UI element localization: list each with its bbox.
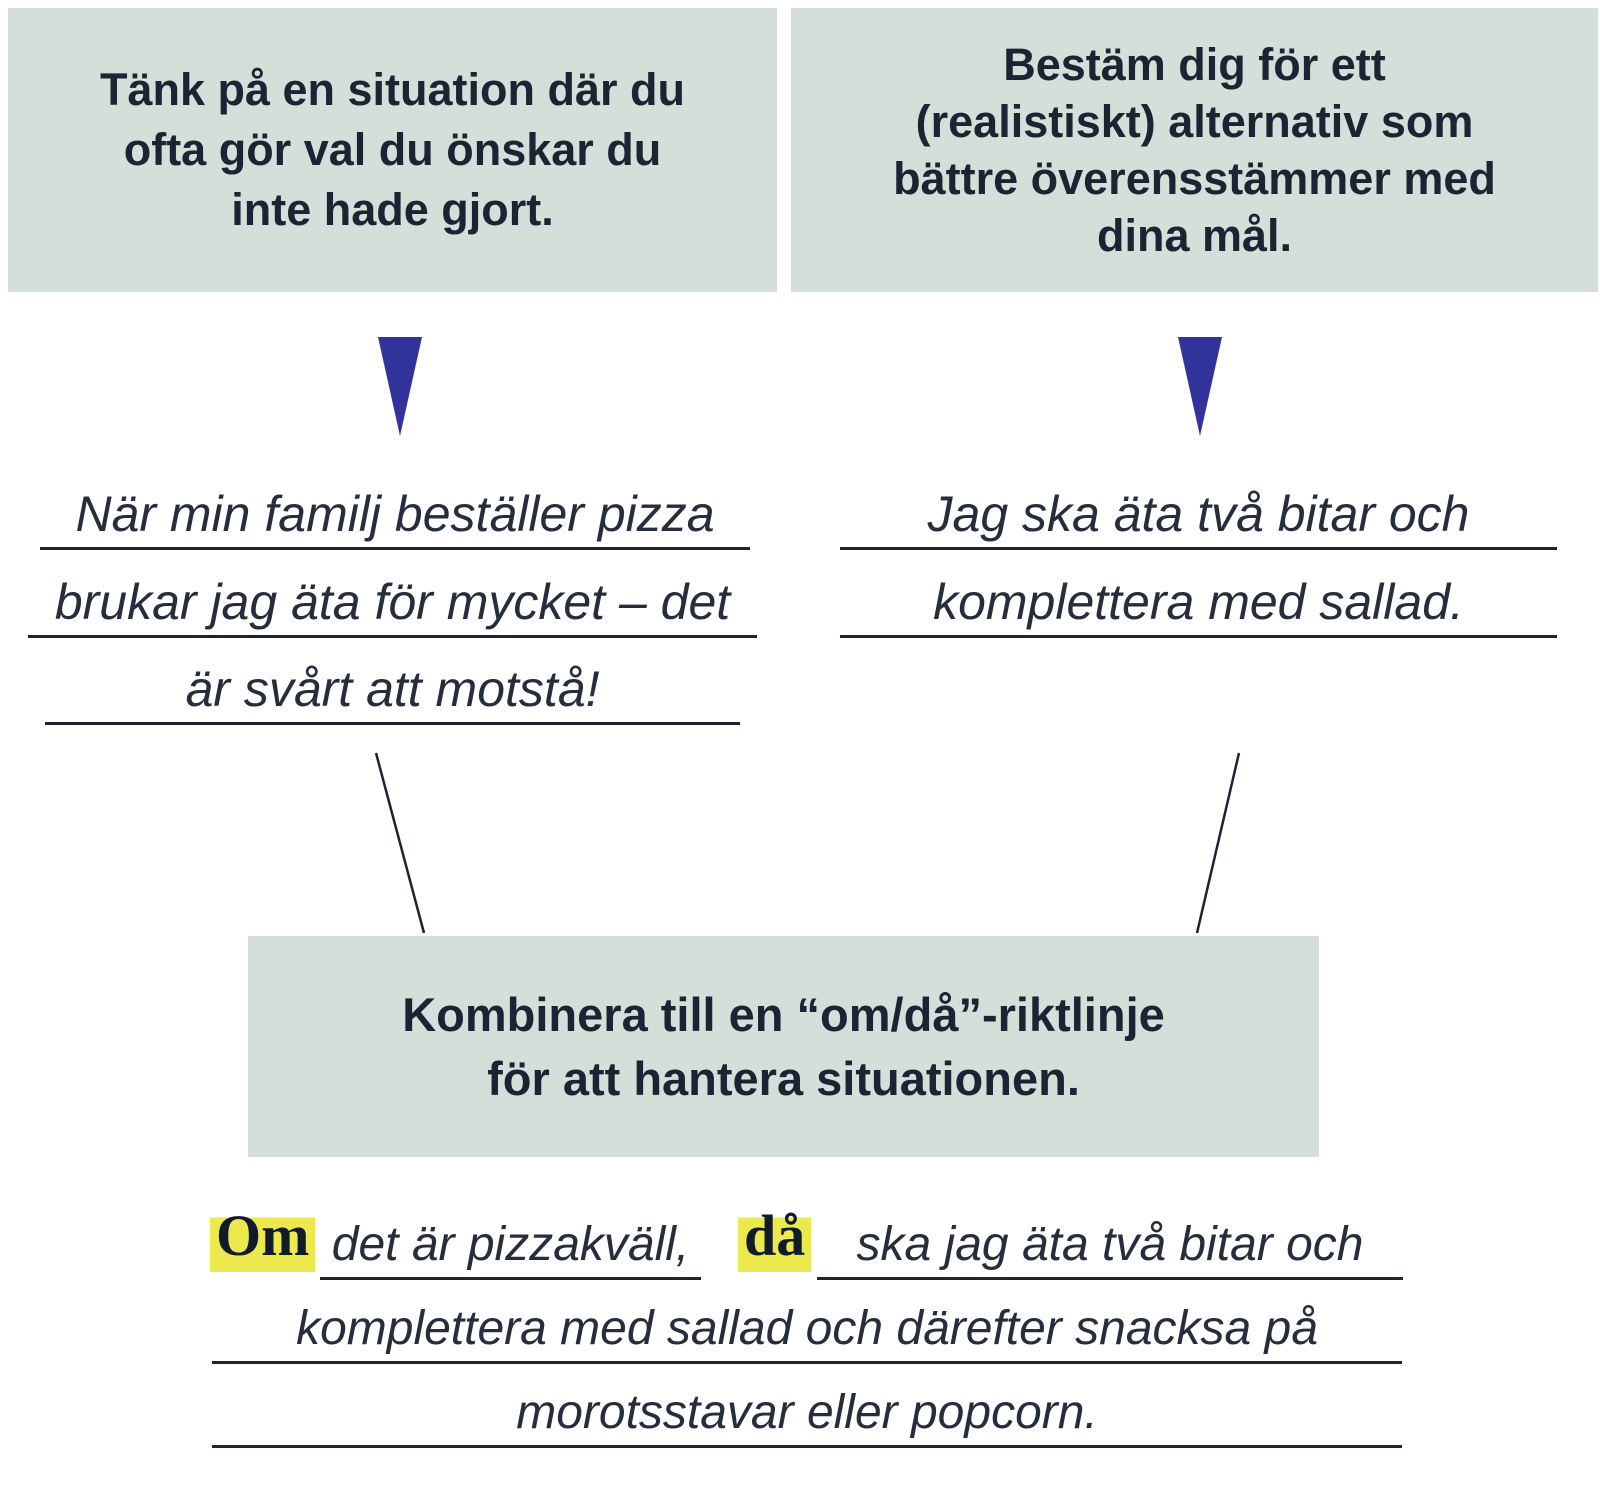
- instruction-text-line: inte hade gjort.: [231, 184, 554, 235]
- instruction-text-line: bättre överensstämmer med: [893, 153, 1496, 204]
- answer-text: Jag ska äta två bitar och: [927, 486, 1470, 542]
- answer-text: komplettera med sallad.: [933, 574, 1464, 630]
- answer-text: är svårt att motstå!: [185, 661, 600, 717]
- instruction-text-line: ofta gör val du önskar du: [123, 124, 662, 175]
- answer-line: [45, 650, 740, 725]
- answer-text: brukar jag äta för mycket – det: [54, 574, 731, 630]
- down-arrow-icon: [1178, 337, 1222, 436]
- answer-line: [28, 563, 757, 638]
- down-arrow-icon: [378, 337, 422, 436]
- fill-in-line: [320, 1205, 701, 1280]
- instruction-box-think-of-situation: [8, 8, 777, 292]
- instruction-box-decide-alternative: [791, 8, 1598, 292]
- connector-line-right: [1197, 753, 1239, 933]
- fill-in-text: morotsstavar eller popcorn.: [516, 1386, 1098, 1439]
- answer-line: [840, 563, 1557, 638]
- instruction-text-line: Kombinera till en “om/då”-riktlinje: [402, 987, 1165, 1041]
- instruction-text-line: (realistiskt) alternativ som: [915, 96, 1474, 147]
- fill-in-line: [212, 1289, 1402, 1364]
- instruction-text-line: dina mål.: [1096, 210, 1293, 261]
- instruction-text-line: Bestäm dig för ett: [1003, 39, 1386, 90]
- instruction-box-combine: [248, 936, 1319, 1157]
- fill-in-text: det är pizzakväll,: [331, 1218, 690, 1271]
- om-keyword-highlight: Om: [210, 1200, 315, 1272]
- answer-line: [840, 475, 1557, 550]
- fill-in-line: [817, 1205, 1403, 1280]
- answer-line: [40, 475, 750, 550]
- fill-in-line: [212, 1373, 1402, 1448]
- fill-in-text: ska jag äta två bitar och: [856, 1218, 1364, 1271]
- instruction-text-line: för att hantera situationen.: [487, 1051, 1080, 1105]
- connector-line-left: [376, 753, 424, 933]
- instruction-text-line: Tänk på en situation där du: [99, 64, 686, 115]
- fill-in-text: komplettera med sallad och därefter snacksa på: [296, 1302, 1318, 1355]
- answer-text: När min familj beställer pizza: [75, 486, 715, 542]
- da-keyword-highlight: då: [738, 1200, 811, 1272]
